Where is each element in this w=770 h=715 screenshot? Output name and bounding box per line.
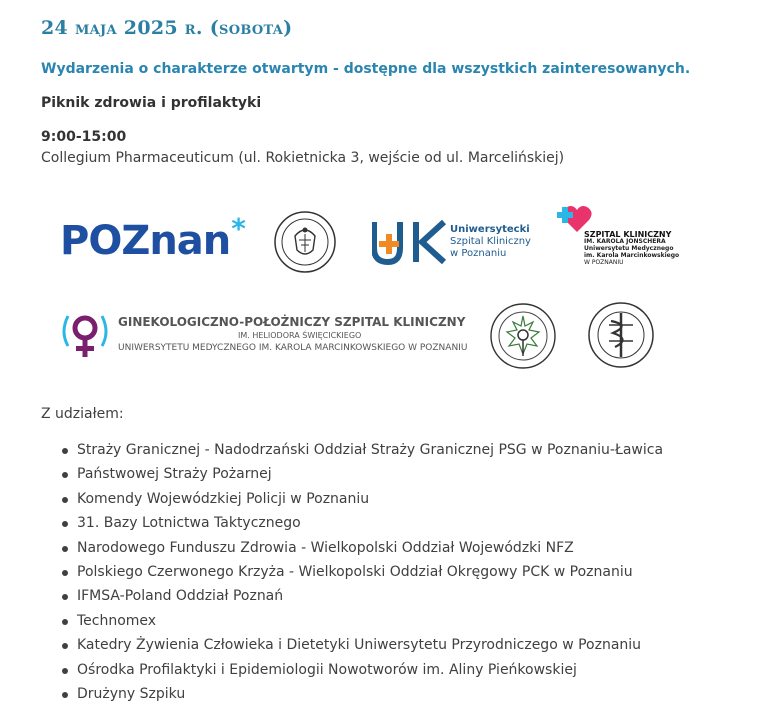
usk-line2: Szpital Kliniczny [450,236,531,247]
female-symbol-icon [60,310,110,362]
gine-line3: UNIWERSYTETU MEDYCZNEGO IM. KAROLA MARCINKOWSKIEGO W POZNANIU [118,343,468,353]
event-title: Piknik zdrowia i profilaktyki [41,95,262,111]
list-item: Straży Granicznej - Nadodrzański Oddział Straży Granicznej PSG w Poznaniu-Ławica [77,438,663,462]
date-heading [41,17,292,39]
szpital-line5: W POZNANIU [584,259,624,266]
list-item: IFMSA-Poland Oddział Poznań [77,584,663,608]
gine-line2: IM. HELIODORA ŚWIĘCICKIEGO [238,331,362,340]
poznan-logo-text: POZnan [60,218,231,264]
gine-hospital-logo [60,310,480,362]
list-item: Narodowego Funduszu Zdrowia - Wielkopolski Oddział Wojewódzki NFZ [77,536,663,560]
szpital-kliniczny-logo [557,202,687,274]
usk-line1: Uniwersytecki [450,224,530,235]
event-time: 9:00-15:00 [41,129,127,145]
szpital-line2: IM. KAROLA JONSCHERA [584,238,666,245]
organizations-list [41,438,663,706]
center-seal-icon [587,301,655,369]
university-seal-icon [273,210,337,274]
event-place: Collegium Pharmaceuticum (ul. Rokietnicka 3, wejście od ul. Marcelińskiej) [41,150,565,166]
gine-line1: GINEKOLOGICZNO-POŁOŻNICZY SZPITAL KLINICZNY [118,315,466,329]
list-item: Katedry Żywienia Człowieka i Dietetyki Uniwersytetu Przyrodniczego w Poznaniu [77,633,663,657]
date-rest: maja 2025 r. (sobota) [74,17,293,39]
list-item: Polskiego Czerwonego Krzyża - Wielkopolski Oddział Okręgowy PCK w Poznaniu [77,560,663,584]
society-seal-icon [489,302,557,370]
usk-mark-icon [372,218,450,266]
poznan-star-icon: * [231,212,245,245]
list-item: Ośrodka Profilaktyki i Epidemiologii Nowotworów im. Aliny Pieńkowskiej [77,658,663,682]
list-item: Komendy Wojewódzkiej Policji w Poznaniu [77,487,663,511]
usk-logo [372,218,532,266]
list-item: Drużyny Szpiku [77,682,663,706]
event-subtitle: Wydarzenia o charakterze otwartym - dostępne dla wszystkich zainteresowanych. [41,61,691,77]
date-day: 24 [41,17,69,39]
list-item: Państwowej Straży Pożarnej [77,462,663,486]
usk-line3: w Poznaniu [450,248,507,259]
list-item: Technomex [77,609,663,633]
szpital-line3: Uniwersytetu Medycznego [584,245,674,252]
list-item: 31. Bazy Lotnictwa Taktycznego [77,511,663,535]
szpital-line4: im. Karola Marcinkowskiego [584,252,680,259]
szpital-line1: SZPITAL KLINICZNY [584,230,672,239]
poznan-logo [60,212,245,264]
participation-label: Z udziałem: [41,406,124,422]
